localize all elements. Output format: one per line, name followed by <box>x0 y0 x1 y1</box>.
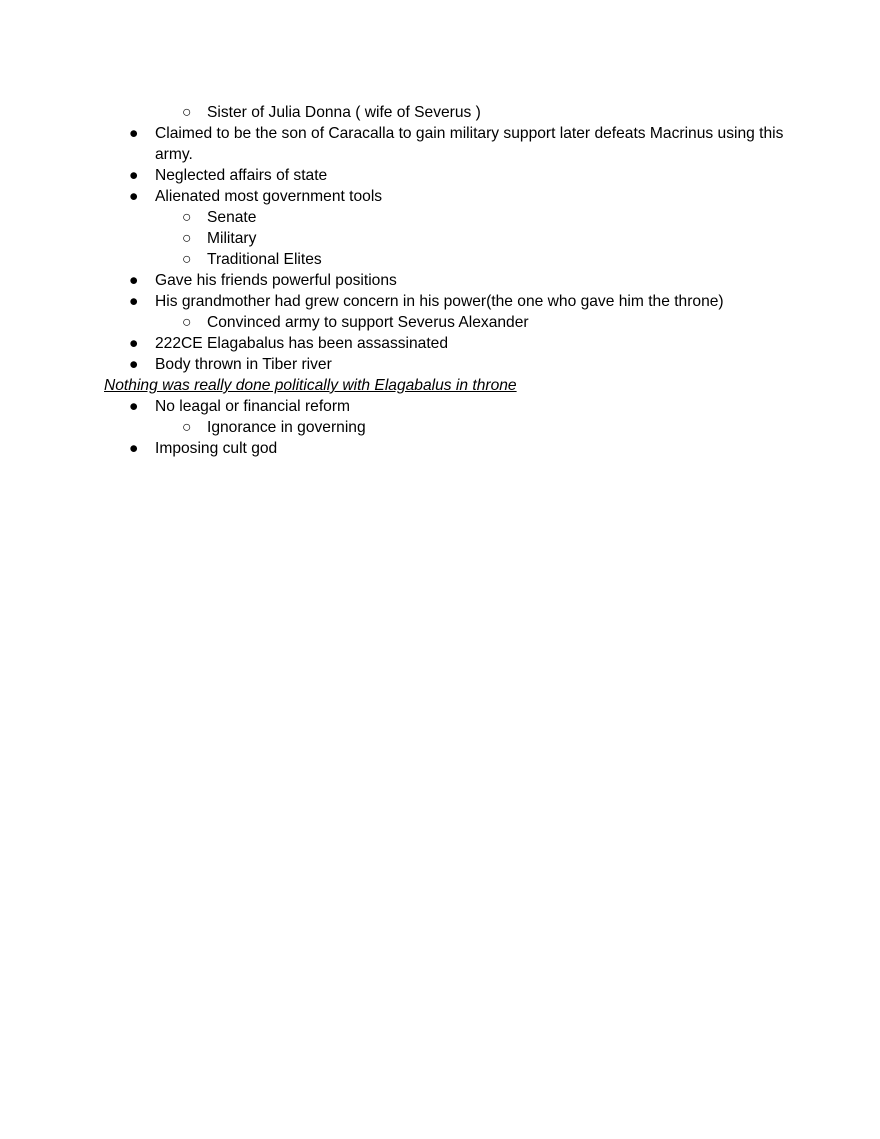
list-item-text: His grandmother had grew concern in his power(the one who gave him the throne) <box>155 293 724 310</box>
filled-bullet-icon: ● <box>129 440 139 457</box>
list-item-text: Gave his friends powerful positions <box>155 272 397 289</box>
hollow-bullet-icon: ○ <box>182 104 192 121</box>
list-item-text: Imposing cult god <box>155 440 278 457</box>
list-item-text: Ignorance in governing <box>207 419 366 436</box>
list-item-level2 <box>104 228 784 249</box>
list-item-text: Senate <box>207 209 257 226</box>
list-item-level1 <box>104 438 784 459</box>
filled-bullet-icon: ● <box>129 272 139 289</box>
filled-bullet-icon: ● <box>129 356 139 373</box>
section-heading: Nothing was really done politically with Elagabalus in throne <box>104 377 517 394</box>
hollow-bullet-icon: ○ <box>182 209 192 226</box>
list-item-level1 <box>104 123 784 165</box>
list-item-text: No leagal or financial reform <box>155 398 351 415</box>
hollow-bullet-icon: ○ <box>182 230 192 247</box>
list-item-text: Neglected affairs of state <box>155 167 328 184</box>
list-item-level2 <box>104 102 784 123</box>
list-item-text: Body thrown in Tiber river <box>155 356 332 373</box>
filled-bullet-icon: ● <box>129 398 139 415</box>
hollow-bullet-icon: ○ <box>182 251 192 268</box>
list-item-level2 <box>104 417 784 438</box>
list-item-level2 <box>104 207 784 228</box>
list-item-text: Alienated most government tools <box>155 188 383 205</box>
filled-bullet-icon: ● <box>129 188 139 205</box>
list-item-text: Military <box>207 230 257 247</box>
list-item-level2 <box>104 312 784 333</box>
list-item-level1 <box>104 270 784 291</box>
list-item-level1 <box>104 291 784 312</box>
hollow-bullet-icon: ○ <box>182 314 192 331</box>
list-item-text: Convinced army to support Severus Alexander <box>207 314 529 331</box>
list-item-level1 <box>104 396 784 417</box>
list-item-text: Claimed to be the son of Caracalla to gain military support later defeats Macrinus using this army. <box>155 125 784 163</box>
list-item-text: Traditional Elites <box>207 251 322 268</box>
filled-bullet-icon: ● <box>129 335 139 352</box>
list-item-text: 222CE Elagabalus has been assassinated <box>155 335 449 352</box>
list-item-level2 <box>104 249 784 270</box>
list-item-text: Sister of Julia Donna ( wife of Severus ) <box>207 104 481 121</box>
list-item-level1 <box>104 165 784 186</box>
filled-bullet-icon: ● <box>129 293 139 310</box>
list-item-level1 <box>104 186 784 207</box>
hollow-bullet-icon: ○ <box>182 419 192 436</box>
notes-body <box>104 102 784 459</box>
filled-bullet-icon: ● <box>129 167 139 184</box>
list-item-level1 <box>104 333 784 354</box>
filled-bullet-icon: ● <box>129 125 139 142</box>
list-item-level1 <box>104 354 784 375</box>
